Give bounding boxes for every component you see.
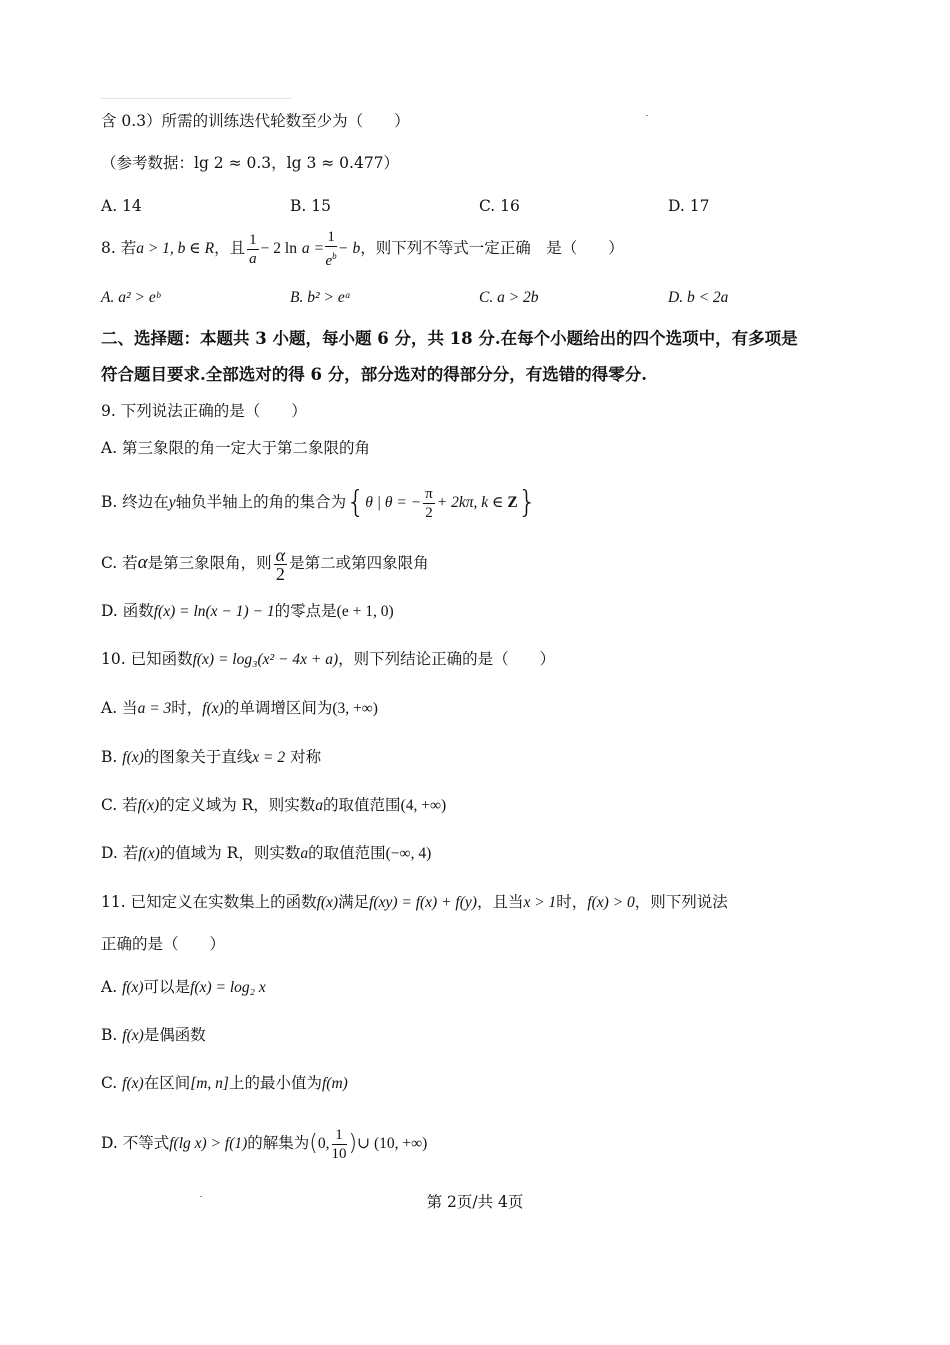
q10-b-pre: B. xyxy=(101,748,118,766)
q11-option-d xyxy=(101,1120,427,1167)
q10-a-mid2: 的单调增区间为 xyxy=(223,699,333,717)
q8-frac-1-over-eb: $\frac{1}{e^b}$ xyxy=(325,229,337,269)
q10-a-cond: a = 3 xyxy=(137,700,172,717)
q10-a-interval: (3, +∞) xyxy=(332,700,378,717)
q10-stem-pre: 10. 已知函数 xyxy=(101,650,193,668)
q9-d-mid: 的零点是 xyxy=(274,602,337,620)
q11-sat: 满足 xyxy=(338,893,370,911)
q11-c-mid2: 上的最小值为 xyxy=(228,1074,322,1092)
q10-d-a: a xyxy=(300,845,309,862)
page-footer: 第 2页/共 4页 xyxy=(426,1193,524,1211)
q10-d-pre: D. 若 xyxy=(101,844,139,862)
q8-option-d: D. b < 2a xyxy=(668,289,729,306)
q9-b-y: y xyxy=(168,494,176,511)
q8-stem: 8. 若a > 1, b ∈ R，且 $\frac{1}{a}$ − 2 ln a = $\frac{1}{e^b}$ − b，则下列不等式一定正确 是（ ） xyxy=(101,229,624,269)
q8-stem-c: ，则下列不等式一定正确 是（ ） xyxy=(360,239,624,257)
scan-dot xyxy=(646,115,648,116)
q8-option-c: C. a > 2b xyxy=(479,289,539,306)
q10-d-mid: 的值域为 R，则实数 xyxy=(159,844,301,862)
q11-a-pre: A. xyxy=(101,978,118,996)
q9-b-set-close: } xyxy=(517,485,537,520)
q9-option-b xyxy=(101,480,537,525)
q9-option-a: A. 第三象限的角一定大于第二象限的角 xyxy=(101,439,371,457)
q8-option-a: A. a² > eᵇ xyxy=(101,289,160,306)
section2-line1: 二、选择题：本题共 3 小题，每小题 6 分，共 18 分.在每个小题给出的四个选项中，有多项是 xyxy=(101,329,798,348)
q10-a-pre: A. 当 xyxy=(101,699,138,717)
q7-option-a: A. 14 xyxy=(101,197,142,215)
q9-d-func: f(x) = ln(x − 1) − 1 xyxy=(153,603,275,620)
q11-stem-post: ，则下列说法 xyxy=(634,893,728,911)
q11-d-ineq: f(lg x) > f(1) xyxy=(169,1135,248,1152)
q10-a-f: f(x) xyxy=(202,700,224,717)
q11-eq: f(xy) = f(x) + f(y) xyxy=(369,894,477,911)
q11-cond: x > 1 xyxy=(523,894,557,911)
q11-b-post: 是偶函数 xyxy=(143,1026,206,1044)
q10-option-b xyxy=(101,744,321,771)
q11-a-func: f(x) = log₂ x xyxy=(190,979,266,996)
q8-stem-a: 8. 若 xyxy=(101,239,137,257)
q11-stem-pre: 11. 已知定义在实数集上的函数 xyxy=(101,893,317,911)
q11-stem xyxy=(101,889,728,916)
section2-line2: 符合题目要求.全部选对的得 6 分，部分选对的得部分分，有选错的得零分. xyxy=(101,365,647,384)
q10-c-pre: C. 若 xyxy=(101,796,138,814)
q10-b-f: f(x) xyxy=(122,749,144,766)
q9-c-mid: 是第三象限角，则 xyxy=(147,554,272,572)
q11-d-set-tail: ∪ (10, +∞) xyxy=(357,1135,428,1152)
q11-b-pre: B. xyxy=(101,1026,118,1044)
q11-a-f: f(x) xyxy=(122,979,144,996)
q11-option-b xyxy=(101,1022,206,1049)
q11-option-c xyxy=(101,1070,348,1097)
q11-cond-mid: 时， xyxy=(556,893,588,911)
q9-stem: 9. 下列说法正确的是（ ） xyxy=(101,402,307,420)
q10-option-a xyxy=(101,695,378,722)
q9-b-post: 轴负半轴上的角的集合为 xyxy=(175,493,347,511)
q9-b-pre: B. 终边在 xyxy=(101,493,169,511)
q11-b-f: f(x) xyxy=(122,1027,144,1044)
q10-d-f: f(x) xyxy=(138,845,160,862)
q9-b-set: θ | θ = − $\frac{\pi}{2}$ + 2kπ, k ∈ Z xyxy=(365,485,518,521)
q11-d-frac-num: 1 xyxy=(332,1126,347,1145)
q9-c-post: 是第二或第四象限角 xyxy=(289,554,429,572)
q9-d-point: (e + 1, 0) xyxy=(336,603,394,620)
q10-stem-post: ，则下列结论正确的是（ ） xyxy=(338,650,556,668)
q10-option-c xyxy=(101,792,446,819)
q9-c-pre: C. 若 xyxy=(101,554,138,572)
q10-a-mid: 时， xyxy=(171,699,203,717)
q10-b-post: 对称 xyxy=(290,748,322,766)
q11-c-val: f(m) xyxy=(321,1075,348,1092)
q10-d-mid2: 的取值范围 xyxy=(308,844,386,862)
q8-option-b: B. b² > eᵃ xyxy=(290,289,351,306)
q11-option-a xyxy=(101,974,266,1001)
q11-c-pre: C. xyxy=(101,1074,118,1092)
q10-stem xyxy=(101,646,555,673)
q11-c-f: f(x) xyxy=(122,1075,144,1092)
q10-b-mid: 的图象关于直线 xyxy=(143,748,253,766)
header-rule xyxy=(101,98,291,99)
q9-c-alpha-over-2: $\frac{\alpha}{2}$ xyxy=(275,544,286,584)
q8-condition: a > 1, b ∈ R xyxy=(136,240,215,257)
q9-d-pre: D. 函数 xyxy=(101,602,154,620)
q11-d-frac xyxy=(332,1126,347,1163)
q9-c-alpha: α xyxy=(137,552,148,573)
q10-c-a: a xyxy=(315,797,324,814)
q9-option-c xyxy=(101,543,429,583)
q11-f: f(x) xyxy=(316,894,339,911)
q11-c-interval: [m, n] xyxy=(190,1075,229,1092)
q11-c-mid: 在区间 xyxy=(143,1074,191,1092)
q7-option-d: D. 17 xyxy=(668,197,710,215)
q11-d-paren-open: ( xyxy=(309,1131,318,1156)
q11-stem-line2: 正确的是（ ） xyxy=(101,935,226,953)
q8-stem-b: ，且 xyxy=(214,239,246,257)
q10-c-f: f(x) xyxy=(137,797,160,814)
q11-cond-pre: ，且当 xyxy=(476,893,524,911)
q9-option-d xyxy=(101,598,394,625)
q9-b-set-open: { xyxy=(346,485,366,520)
q8-frac-1-over-a: $\frac{1}{a}$ xyxy=(249,231,257,267)
q10-c-interval: (4, +∞) xyxy=(400,797,447,814)
q11-d-mid: 的解集为 xyxy=(247,1134,310,1152)
q7-reference-data: （参考数据：lg 2 ≈ 0.3，lg 3 ≈ 0.477） xyxy=(101,154,400,172)
q10-b-line: x = 2 xyxy=(252,749,286,766)
q11-d-pre: D. 不等式 xyxy=(101,1134,170,1152)
q11-cond-f: f(x) > 0 xyxy=(587,894,635,911)
q10-option-d xyxy=(101,840,431,867)
q11-d-paren-close: ) xyxy=(348,1131,358,1156)
q10-d-interval: (−∞, 4) xyxy=(385,845,432,862)
q10-func: f(x) = log₃(x² − 4x + a) xyxy=(192,651,339,668)
q10-c-mid: 的定义域为 R，则实数 xyxy=(159,796,316,814)
q7-option-b: B. 15 xyxy=(290,197,331,215)
q11-d-set-zero: 0, xyxy=(317,1135,330,1152)
q11-a-mid: 可以是 xyxy=(143,978,191,996)
q7-continuation: 含 0.3）所需的训练迭代轮数至少为（ ） xyxy=(101,112,410,130)
q7-option-c: C. 16 xyxy=(479,197,520,215)
q11-d-frac-den: 10 xyxy=(331,1145,347,1162)
q10-c-mid2: 的取值范围 xyxy=(323,796,401,814)
